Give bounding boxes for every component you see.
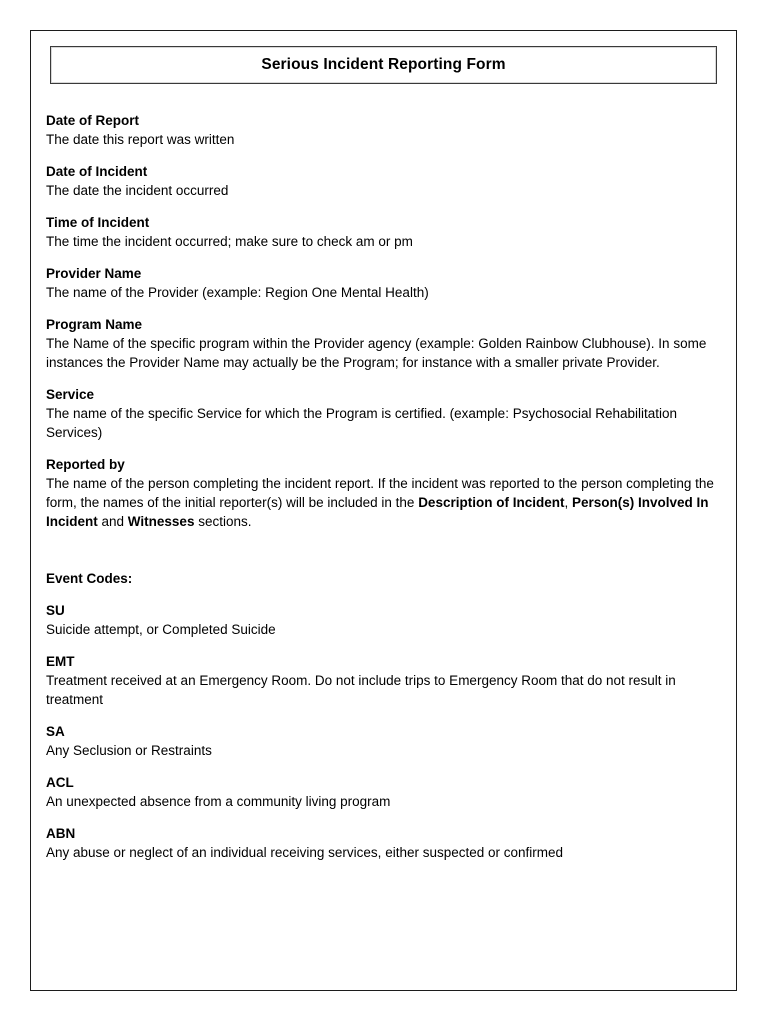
field-description: The time the incident occurred; make sure to check am or pm	[46, 234, 413, 249]
field-description: The Name of the specific program within the Provider agency (example: Golden Rainbow Clubhouse). In some instances the Provider Name may actually be the Program; for instance with a smaller private Provider.	[46, 336, 707, 370]
event-code-label: EMT	[46, 654, 75, 669]
event-code-label: ACL	[46, 775, 74, 790]
event-code-abn	[46, 824, 714, 862]
event-code-description: Any Seclusion or Restraints	[46, 743, 212, 758]
form-title-box	[50, 46, 717, 84]
field-date-of-report	[46, 111, 714, 149]
field-label: Program Name	[46, 317, 143, 332]
event-code-description: Treatment received at an Emergency Room. Do not include trips to Emergency Room that do not result in treatment	[46, 673, 676, 707]
page-title: Serious Incident Reporting Form	[261, 56, 506, 73]
field-program-name	[46, 315, 714, 372]
field-label: Date of Incident	[46, 164, 148, 179]
field-description: The name of the person completing the incident report. If the incident was reported to the person completing the form, the names of the initial reporter(s) will be included in the Description of Incident, Person(s) Involved In Incident and Witnesses sections.	[46, 476, 714, 529]
field-label: Service	[46, 387, 95, 402]
field-provider-name	[46, 264, 714, 302]
field-service	[46, 385, 714, 442]
event-code-acl	[46, 773, 714, 811]
event-codes-heading: Event Codes:	[46, 571, 133, 586]
form-content	[31, 84, 736, 862]
field-label: Provider Name	[46, 266, 142, 281]
event-code-description: Any abuse or neglect of an individual receiving services, either suspected or confirmed	[46, 845, 564, 860]
field-description: The name of the specific Service for which the Program is certified. (example: Psychosocial Rehabilitation Services)	[46, 406, 678, 440]
event-code-sa	[46, 722, 714, 760]
event-code-label: SA	[46, 724, 65, 739]
event-codes-section	[46, 569, 714, 862]
field-date-of-incident	[46, 162, 714, 200]
event-code-label: SU	[46, 603, 65, 618]
page-border-frame	[30, 30, 737, 991]
field-reported-by	[46, 455, 714, 531]
event-code-description: Suicide attempt, or Completed Suicide	[46, 622, 276, 637]
field-label: Date of Report	[46, 113, 140, 128]
field-description: The name of the Provider (example: Region One Mental Health)	[46, 285, 429, 300]
field-description: The date the incident occurred	[46, 183, 229, 198]
field-time-of-incident	[46, 213, 714, 251]
event-code-emt	[46, 652, 714, 709]
event-code-description: An unexpected absence from a community living program	[46, 794, 391, 809]
field-description: The date this report was written	[46, 132, 235, 147]
event-code-label: ABN	[46, 826, 76, 841]
field-label: Time of Incident	[46, 215, 150, 230]
field-label: Reported by	[46, 457, 125, 472]
event-code-su	[46, 601, 714, 639]
